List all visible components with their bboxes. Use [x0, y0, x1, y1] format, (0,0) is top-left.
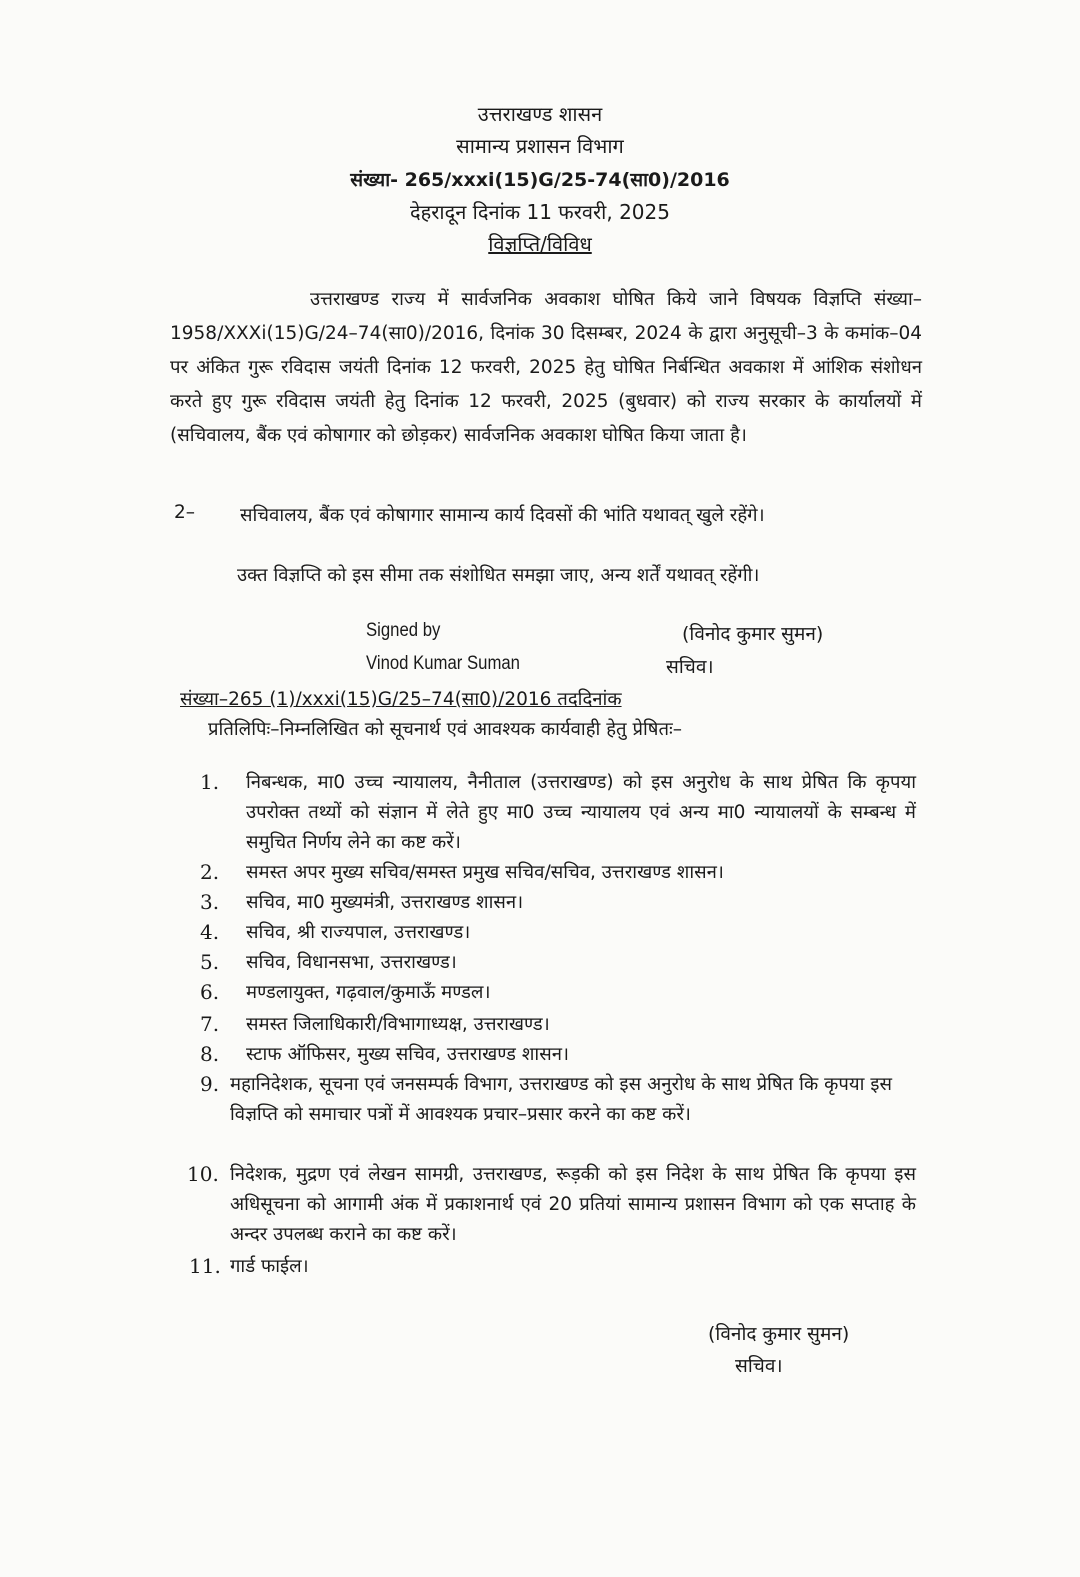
signatory-designation: सचिव। [666, 656, 714, 678]
copy-item-text: समस्त अपर मुख्य सचिव/समस्त प्रमुख सचिव/सचिव, उत्तराखण्ड शासन। [246, 862, 724, 883]
copy-item-number: 1. [200, 770, 220, 794]
copy-item-text: गार्ड फाईल। [230, 1256, 309, 1277]
copy-item-text: निबन्धक, मा0 उच्च न्यायालय, नैनीताल (उत्तराखण्ड) को इस अनुरोध के साथ प्रेषित कि कृपया उपरोक्त तथ्यों को संज्ञान में लेते हुए मा0 उच्च न्यायालय एवं अन्य मा0 न्यायालयों के सम्बन्ध में समुचित निर्णय लेने का कष्ट करें। [246, 772, 916, 853]
copy-item-number: 11. [189, 1254, 221, 1278]
signer-name-en: Vinod Kumar Suman [366, 653, 520, 674]
copy-item-text: स्टाफ ऑफिसर, मुख्य सचिव, उत्तराखण्ड शासन। [246, 1044, 569, 1065]
department-heading: सामान्य प्रशासन विभाग [456, 134, 624, 158]
footer-signatory-designation: सचिव। [735, 1355, 783, 1377]
signed-by-label: Signed by [366, 620, 441, 641]
copy-item-number: 6. [200, 980, 220, 1004]
copy-item-text: मण्डलायुक्त, गढ़वाल/कुमाऊँ मण्डल। [246, 982, 491, 1003]
copy-item-number: 10. [187, 1162, 219, 1186]
main-paragraph: उत्तराखण्ड राज्य में सार्वजनिक अवकाश घोषित किये जाने विषयक विज्ञप्ति संख्या–1958/XXXi(15)G/24–74(सा0)/2016, दिनांक 30 दिसम्बर, 2024 के द्वारा अनुसूची–3 के कमांक–04 पर अंकित गुरू रविदास जयंती दिनांक 12 फरवरी, 2025 हेतु घोषित निर्बन्धित अवकाश में आंशिक संशोधन करते हुए गुरू रविदास जयंती हेतु दिनांक 12 फरवरी, 2025 (बुधवार) को राज्य सरकार के कार्यालयों में (सचिवालय, बैंक एवं कोषागार को छोड़कर) सार्वजनिक अवकाश घोषित किया जाता है। [170, 289, 922, 446]
copy-item-number: 5. [200, 950, 220, 974]
copy-item-text: सचिव, श्री राज्यपाल, उत्तराखण्ड। [246, 922, 471, 943]
copy-item-text: सचिव, विधानसभा, उत्तराखण्ड। [246, 952, 457, 973]
copy-item-number: 9. [200, 1072, 220, 1096]
para2-text: सचिवालय, बैंक एवं कोषागार सामान्य कार्य दिवसों की भांति यथावत् खुले रहेंगे। [240, 505, 765, 526]
signatory-name: (विनोद कुमार सुमन) [682, 623, 824, 645]
copy-item-text: निदेशक, मुद्रण एवं लेखन सामग्री, उत्तराखण्ड, रूड़की को इस निदेश के साथ प्रेषित कि कृपया इस अधिसूचना को आगामी अंक में प्रकाशनार्थ एवं 20 प्रतियां सामान्य प्रशासन विभाग को एक सप्ताह के अन्दर उपलब्ध कराने का कष्ट करें। [230, 1164, 916, 1245]
document-number: संख्या- 265/xxxi(15)G/25-74(सा0)/2016 [350, 169, 730, 191]
copy-item-text: महानिदेशक, सूचना एवं जनसम्पर्क विभाग, उत्तराखण्ड को इस अनुरोध के साथ प्रेषित कि कृपया इस विज्ञप्ति को समाचार पत्रों में आवश्यक प्रचार–प्रसार करने का कष्ट करें। [230, 1074, 892, 1125]
government-heading: उत्तराखण्ड शासन [477, 102, 603, 126]
copy-item-number: 3. [200, 890, 220, 914]
copy-item-number: 2. [200, 860, 220, 884]
footer-signatory-name: (विनोद कुमार सुमन) [708, 1323, 850, 1345]
para3-text: उक्त विज्ञप्ति को इस सीमा तक संशोधित समझा जाए, अन्य शर्तें यथावत् रहेंगी। [237, 565, 760, 586]
copy-intro: प्रतिलिपिः–निम्नलिखित को सूचनार्थ एवं आवश्यक कार्यवाही हेतु प्रेषितः– [208, 719, 682, 740]
copy-item-number: 8. [200, 1042, 220, 1066]
copy-item-text: समस्त जिलाधिकारी/विभागाध्यक्ष, उत्तराखण्ड। [246, 1014, 550, 1035]
document-title: विज्ञप्ति/विविध [488, 232, 592, 256]
para2-number: 2– [174, 502, 196, 523]
copy-item-number: 4. [200, 920, 220, 944]
place-date: देहरादून दिनांक 11 फरवरी, 2025 [410, 200, 670, 224]
copy-number: संख्या–265 (1)/xxxi(15)G/25–74(सा0)/2016 तददिनांक [180, 689, 622, 710]
copy-item-number: 7. [200, 1012, 220, 1036]
copy-item-text: सचिव, मा0 मुख्यमंत्री, उत्तराखण्ड शासन। [246, 892, 524, 913]
